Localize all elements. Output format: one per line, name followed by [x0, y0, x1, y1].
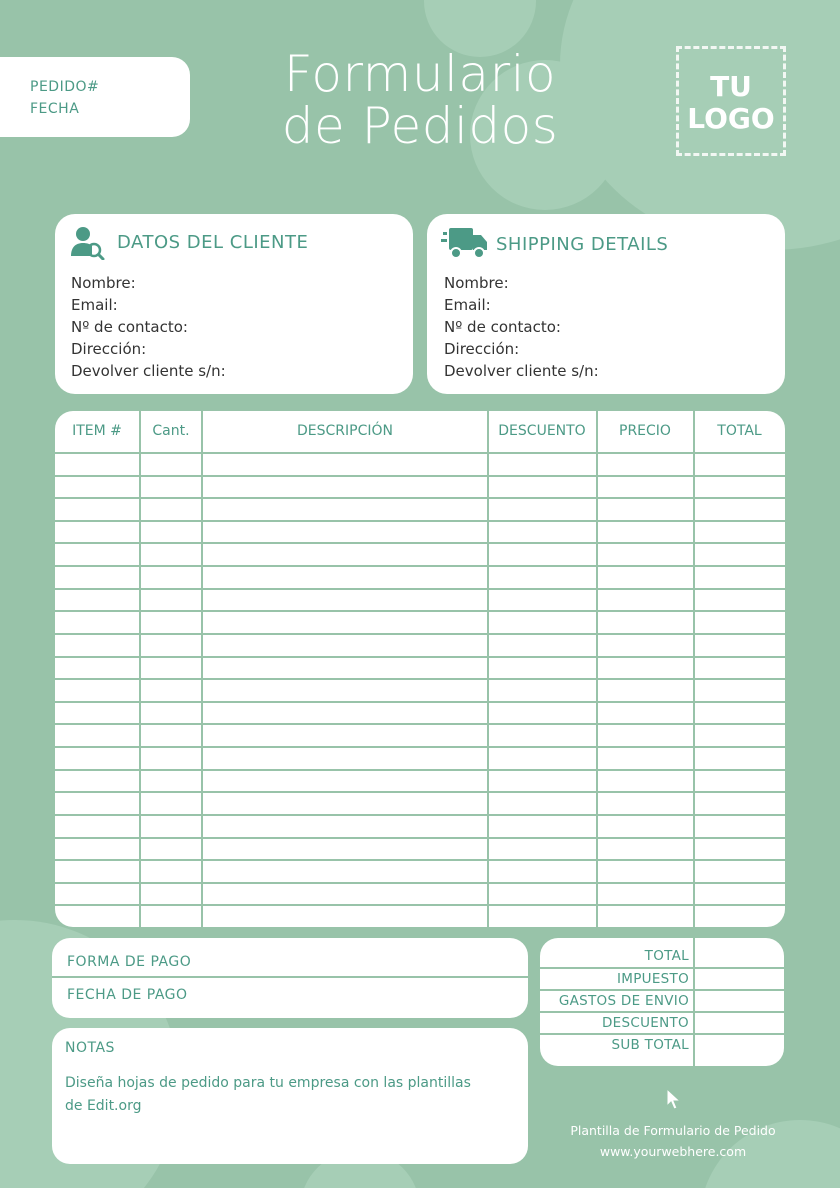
shipping-contact-field[interactable]: Nº de contacto: [444, 318, 561, 336]
column-header-description: DESCRIPCIÓN [297, 423, 393, 439]
order-items-table [55, 411, 785, 927]
table-row[interactable] [55, 771, 785, 792]
column-header-total: TOTAL [717, 423, 762, 439]
shipping-email-field[interactable]: Email: [444, 296, 491, 314]
notes-text: Diseña hojas de pedido para tu empresa con las plantillas de Edit.org [65, 1075, 471, 1114]
totals-box [540, 938, 784, 1066]
notes-box[interactable] [52, 1028, 528, 1164]
table-row[interactable] [55, 477, 785, 498]
delivery-truck-icon [441, 226, 489, 260]
cursor-icon [666, 1088, 682, 1112]
order-info-tag [0, 57, 190, 137]
shipping-details-card [427, 214, 785, 394]
shipping-return-field[interactable]: Devolver cliente s/n: [444, 362, 599, 380]
table-row[interactable] [55, 544, 785, 565]
page-title [230, 45, 610, 155]
title-line-1: Formulario [283, 45, 557, 103]
user-search-icon [69, 224, 105, 260]
notes-label: NOTAS [65, 1040, 115, 1056]
discount-label: DESCUENTO [601, 1015, 689, 1031]
table-row[interactable] [55, 567, 785, 588]
client-card-title: DATOS DEL CLIENTE [117, 232, 309, 253]
table-row[interactable] [55, 499, 785, 520]
subtotal-label: SUB TOTAL [611, 1037, 689, 1053]
table-row[interactable] [55, 454, 785, 475]
divider [540, 967, 784, 969]
order-date-label[interactable]: FECHA [30, 101, 80, 117]
table-row[interactable] [55, 861, 785, 882]
client-details-card [55, 214, 413, 394]
table-row[interactable] [55, 703, 785, 724]
footer-website-link[interactable]: www.yourwebhere.com [599, 1144, 747, 1159]
shipping-card-title: SHIPPING DETAILS [496, 234, 669, 255]
table-row[interactable] [55, 635, 785, 656]
client-name-field[interactable]: Nombre: [71, 274, 136, 292]
shipping-address-field[interactable]: Dirección: [444, 340, 520, 358]
table-row[interactable] [55, 906, 785, 927]
tax-label: IMPUESTO [616, 971, 689, 987]
logo-text-line-1: TU [710, 70, 752, 103]
divider [540, 1033, 784, 1035]
payment-method-field[interactable]: FORMA DE PAGO [67, 954, 192, 970]
payment-box [52, 938, 528, 1018]
table-row[interactable] [55, 839, 785, 860]
divider [693, 938, 695, 1066]
shipping-cost-label: GASTOS DE ENVIO [558, 993, 689, 1009]
divider [540, 1011, 784, 1013]
logo-text-line-2: LOGO [687, 102, 775, 135]
footer-template-name: Plantilla de Formulario de Pedido [570, 1123, 776, 1138]
column-header-price: PRECIO [619, 423, 671, 439]
payment-date-field[interactable]: FECHA DE PAGO [67, 987, 188, 1003]
table-row[interactable] [55, 680, 785, 701]
table-row[interactable] [55, 793, 785, 814]
table-row[interactable] [55, 816, 785, 837]
column-header-item: ITEM # [72, 423, 122, 439]
client-contact-field[interactable]: Nº de contacto: [71, 318, 188, 336]
table-row[interactable] [55, 658, 785, 679]
logo-placeholder[interactable] [676, 46, 786, 156]
table-row[interactable] [55, 748, 785, 769]
column-header-quantity: Cant. [152, 423, 190, 439]
divider [52, 976, 528, 978]
table-row[interactable] [55, 612, 785, 633]
table-row[interactable] [55, 590, 785, 611]
title-line-2: de Pedidos [281, 97, 559, 155]
shipping-name-field[interactable]: Nombre: [444, 274, 509, 292]
column-header-discount: DESCUENTO [498, 423, 586, 439]
client-address-field[interactable]: Dirección: [71, 340, 147, 358]
table-row[interactable] [55, 884, 785, 905]
table-row[interactable] [55, 725, 785, 746]
table-row[interactable] [55, 522, 785, 543]
client-return-field[interactable]: Devolver cliente s/n: [71, 362, 226, 380]
divider [540, 989, 784, 991]
order-number-label[interactable]: PEDIDO# [30, 79, 100, 95]
total-label: TOTAL [644, 948, 689, 964]
client-email-field[interactable]: Email: [71, 296, 118, 314]
